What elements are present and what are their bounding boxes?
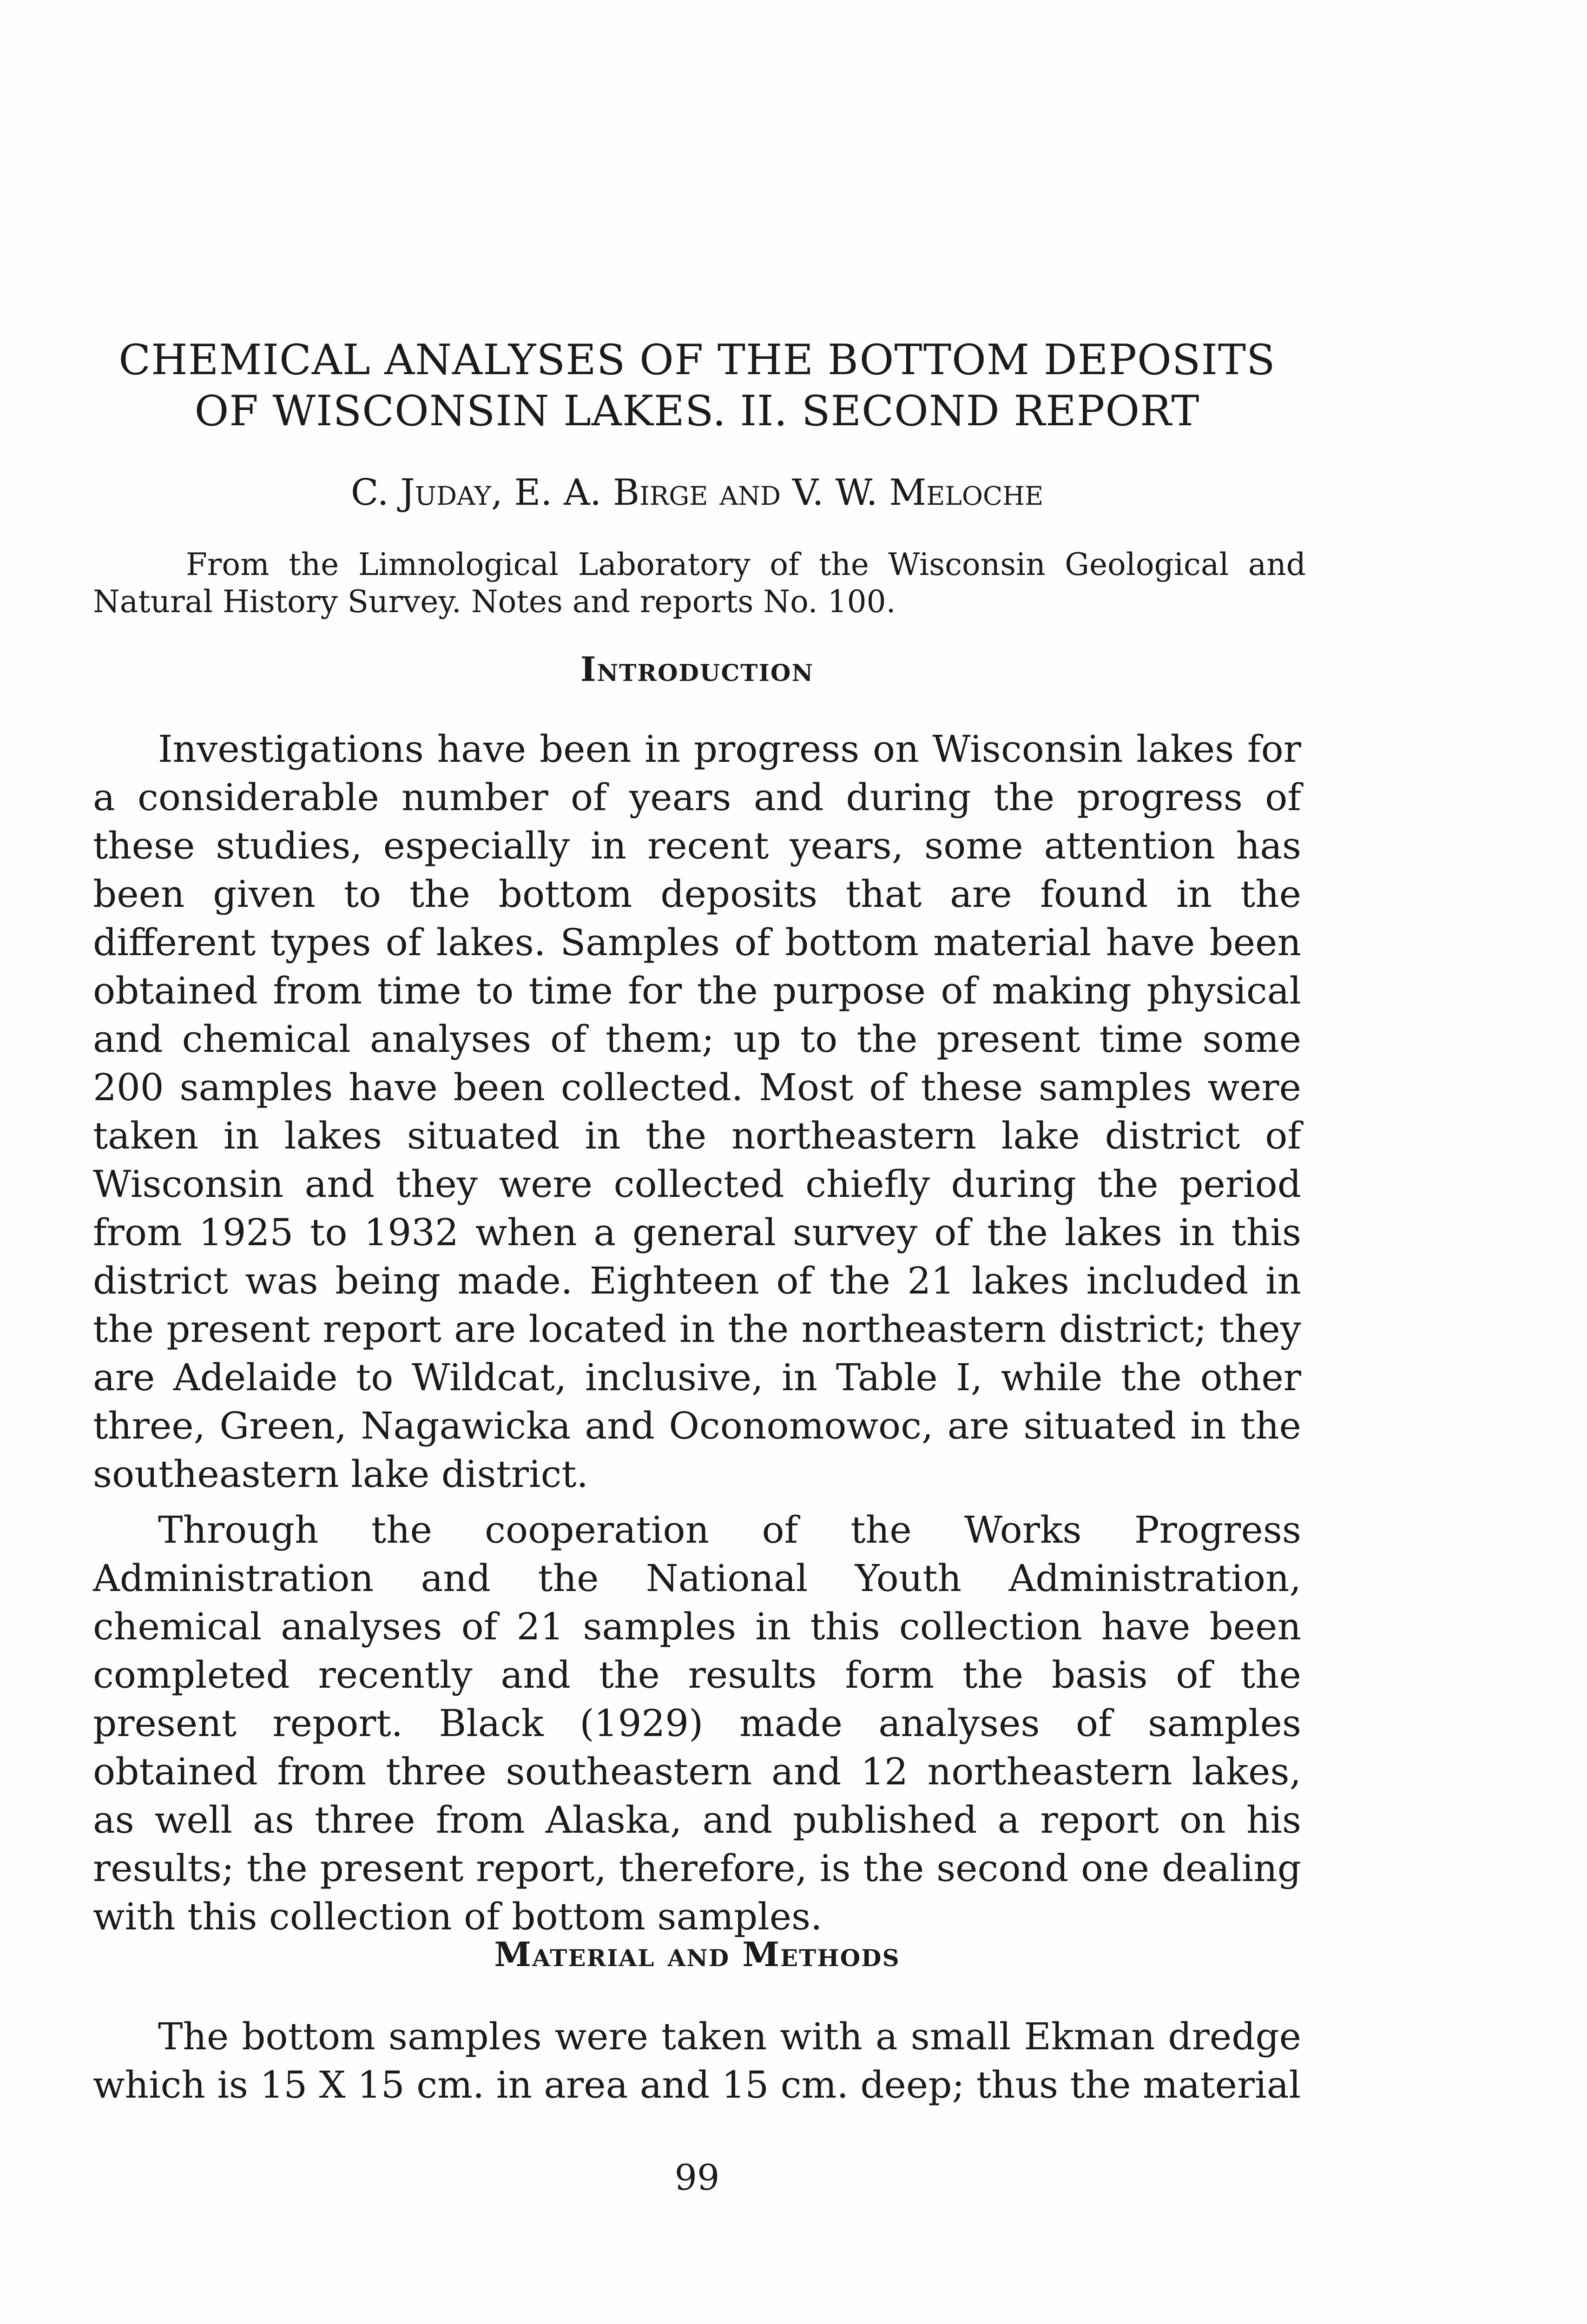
paper-title: CHEMICAL ANALYSES OF THE BOTTOM DEPOSITS OF WISCONSIN LAKES. II. SECOND REPORT: [119, 336, 1276, 436]
page-number: 99: [674, 2157, 720, 2198]
authors-line: C. Juday, E. A. Birge and V. W. Meloche: [350, 472, 1044, 514]
affiliation-note: From the Limnological Laboratory of the Wisconsin Geological and Natural History Survey. Notes and reports No. 100.: [93, 547, 1306, 620]
section-heading-introduction: Introduction: [580, 649, 814, 689]
introduction-paragraph-2: Through the cooperation of the Works Progress Administration and the National Youth Administration, chemical analyses of 21 samples in this collection have been completed recently and the results form the basis of the present report. Black (1929) made analyses of samples obtained from three southeastern and 12 northeastern lakes, as well as three from Alaska, and published a report on his results; the present report, therefore, is the second one dealing with this collection of bottom samples.: [93, 1508, 1301, 1938]
methods-paragraph-1: The bottom samples were taken with a small Ekman dredge which is 15 X 15 cm. in area and 15 cm. deep; thus the material: [93, 2015, 1301, 2106]
introduction-paragraph-1: Investigations have been in progress on Wisconsin lakes for a considerable number of years and during the progress of these studies, especially in recent years, some attention has been given to the bottom deposits that are found in the different types of lakes. Samples of bottom material have been obtained from time to time for the purpose of making physical and chemical analyses of them; up to the present time some 200 samples have been collected. Most of these samples were taken in lakes situated in the northeastern lake district of Wisconsin and they were collected chiefly during the period from 1925 to 1932 when a general survey of the lakes in this district was being made. Eighteen of the 21 lakes included in the present report are located in the northeastern district; they are Adelaide to Wildcat, inclusive, in Table I, while the other three, Green, Nagawicka and Oconomowoc, are situated in the southeastern lake district.: [93, 727, 1301, 1496]
section-heading-methods: Material and Methods: [494, 1934, 900, 1974]
